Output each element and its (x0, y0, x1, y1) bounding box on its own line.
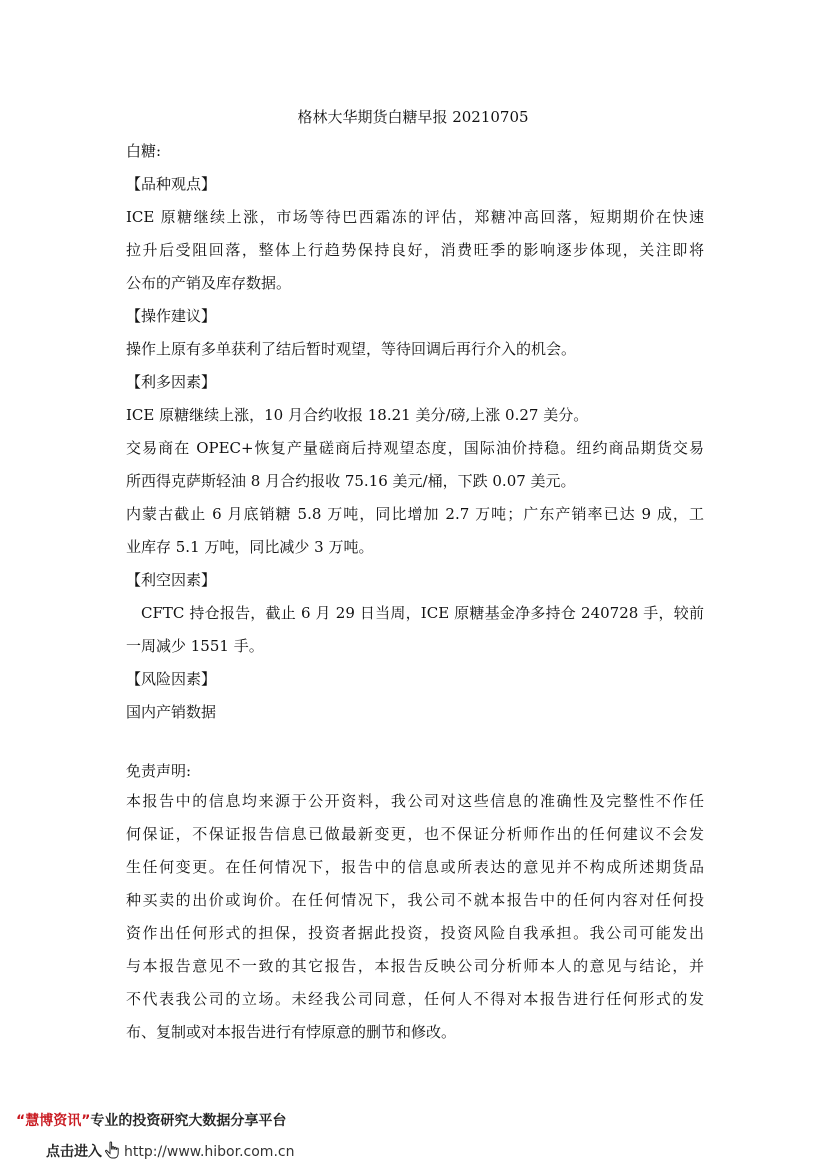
disclaimer-line: 生任何变更。在任何情况下，报告中的信息或所表达的意见并不构成所述期货品 (126, 858, 704, 876)
view-line: ICE 原糖继续上涨，市场等待巴西霜冻的评估，郑糖冲高回落，短期期价在快速 (126, 208, 704, 226)
brand-name: “慧博资讯” (16, 1113, 91, 1129)
disclaimer-heading: 免责声明: (126, 762, 192, 780)
page-title: 格林大华期货白糖早报 20210705 (297, 108, 529, 126)
disclaimer-line: 与本报告意见不一致的其它报告，本报告反映公司分析师本人的意见与结论，并 (126, 957, 704, 975)
footer-link-row (46, 1141, 294, 1163)
bull-line: ICE 原糖继续上涨，10 月合约收报 18.21 美分/磅,上涨 0.27 美分。 (126, 406, 589, 424)
disclaimer-line: 种买卖的出价或询价。在任何情况下，我公司不就本报告中的任何内容对任何投 (126, 891, 704, 909)
disclaimer-line: 何保证，不保证报告信息已做最新变更，也不保证分析师作出的任何建议不会发 (126, 825, 704, 843)
hand-pointer-icon (104, 1141, 122, 1163)
advice-text: 操作上原有多单获利了结后暂时观望，等待回调后再行介入的机会。 (126, 340, 577, 358)
commodity-label: 白糖: (126, 142, 162, 160)
cta-label: 点击进入 (46, 1144, 102, 1160)
bear-line: 一周减少 1551 手。 (126, 637, 264, 655)
bull-heading: 【利多因素】 (126, 373, 217, 391)
tagline: 专业的投资研究大数据分享平台 (90, 1113, 287, 1129)
bull-line: 所西得克萨斯轻油 8 月合约报收 75.16 美元/桶，下跌 0.07 美元。 (126, 472, 576, 490)
bull-line: 业库存 5.1 万吨，同比减少 3 万吨。 (126, 538, 374, 556)
risk-text: 国内产销数据 (126, 703, 217, 721)
risk-heading: 【风险因素】 (126, 670, 217, 688)
bull-line: 交易商在 OPEC+恢复产量磋商后持观望态度，国际油价持稳。纽约商品期货交易 (126, 439, 704, 457)
disclaimer-line: 不代表我公司的立场。未经我公司同意，任何人不得对本报告进行任何形式的发 (126, 990, 704, 1008)
footer-tagline-row (16, 1110, 286, 1130)
disclaimer-line: 资作出任何形式的担保，投资者据此投资，投资风险自我承担。我公司可能发出 (126, 924, 704, 942)
view-heading: 【品种观点】 (126, 175, 217, 193)
disclaimer-line: 布、复制或对本报告进行有悖原意的删节和修改。 (126, 1023, 457, 1041)
view-line: 公布的产销及库存数据。 (126, 274, 292, 292)
bear-heading: 【利空因素】 (126, 571, 217, 589)
footer-banner (0, 1104, 826, 1169)
view-line: 拉升后受阻回落，整体上行趋势保持良好，消费旺季的影响逐步体现，关注即将 (126, 241, 704, 259)
bear-line: CFTC 持仓报告，截止 6 月 29 日当周，ICE 原糖基金净多持仓 240728 手，较前 (141, 604, 704, 622)
disclaimer-line: 本报告中的信息均来源于公开资料，我公司对这些信息的准确性及完整性不作任 (126, 792, 704, 810)
bull-line: 内蒙古截止 6 月底销糖 5.8 万吨，同比增加 2.7 万吨；广东产销率已达 9 成，工 (126, 505, 704, 523)
advice-heading: 【操作建议】 (126, 307, 217, 325)
hibor-link[interactable]: http://www.hibor.com.cn (124, 1144, 295, 1160)
